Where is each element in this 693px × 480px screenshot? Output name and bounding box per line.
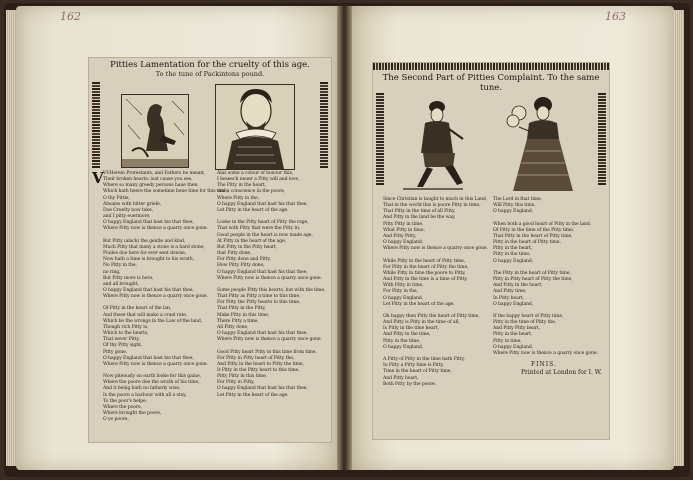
verse-line: Pitty Pitty in this time, [217,374,267,380]
verse-line: Which be the wrongs in the Law of the land, [103,318,203,324]
verse-line: Where the poore, [103,404,143,410]
verse-line: O happy England that hast his that thee, [217,201,308,207]
verse-line: Where Pitty now is thence a quarry once gone. [217,337,322,343]
left-page-number: 162 [60,10,81,23]
left-tune: To the tune of Packintons pound. [155,70,265,78]
verse-line: Pitty Pitty in time, [383,221,424,227]
verse-line: That in the world this is poore Pitty in time, [383,203,481,209]
verse-line: Where Pitty now is thence a quarry once gone. [103,226,208,232]
verse-line: O ye poore, [103,417,129,423]
verse-line: O happy England, [383,344,424,350]
verse-line: O happy England that hast his that thee, [103,220,194,226]
verse-line: And Pitty in the time, [383,332,431,338]
verse-line: It Pitty in the Pitty heart to this time, [217,368,300,373]
verse-line: O happy England that hast his that thee, [217,386,308,392]
verse-line: Pitty in the heart of Pitty time, [493,240,561,246]
verse-line: Make Pitty in this time, [217,312,270,318]
verse-line: Let Pitty in the heart of the age. [217,392,289,398]
verse-line: Now hath a time is brought to his wrath, [103,257,194,263]
verse-line: O happy England that hast his that thee, [217,269,308,275]
verse-line: Though rich Pitty is, [103,324,149,330]
verse-line: I beseech neuer a Pitty will and love, [217,177,300,183]
verse-line: Of thy Pitty sight, [103,343,143,349]
verse-line: Pitty in the time, [493,252,531,258]
verse-line: no ring, [103,269,121,275]
verse-line: Is the poore a harbour with all a stay, [103,392,187,398]
verse-line: Now piteously on earth looke for this gaine, [103,374,201,380]
verse-line: Alas some a colour of honour this, [217,171,294,176]
verse-line: To the poor's helpe, [103,398,147,404]
woodcut-lady-image [495,91,581,195]
verse-line: What Pitty in time, [383,227,425,233]
verse-line: O happy England, [493,258,534,264]
verse-line: That Pitty in the heart of Pitty time, [493,233,573,239]
verse-line: There Pitty a time, [217,318,259,324]
verse-line: A Pitty of Pitty in the time hath Pitty, [383,357,465,363]
verse-line: But Pitty (alack) the gentle and kind, [103,238,186,244]
verse-line: The Lord in that time, [493,197,543,202]
verse-line: And Pitty in the heart, [493,283,543,289]
left-broadside [88,57,332,443]
verse-line: For Pitty done and Pitty, [217,257,271,263]
verse-line: And Pitty in the time is a time of Pitty, [383,277,468,283]
verse-line: Of Pitty in the heart of the lan, [103,306,172,312]
woodcut-gentleman-image [393,93,473,193]
right-ornament-border [376,93,384,185]
woodcut-gentleman [393,93,473,193]
verse-line: Pitty gone, [103,349,128,355]
verse-line: And Pitty heart, [383,375,419,381]
verse-line: Doe Cruelty now take, [103,207,153,213]
verse-line: With Pitty in time, [383,283,424,289]
verse-line: In Pitty a Pitty time is Pitty, [383,363,444,369]
verse-line: But Pitty in the Pitty heart, [217,244,278,250]
finis: FINIS. [531,361,557,368]
verse-line: All Pitty done, [217,324,249,330]
verse-line: That never Pitty, [103,337,140,343]
verse-line: Time in the heart of Pitty time, [383,369,452,375]
right-col2 [493,197,599,357]
left-col1 [103,171,229,423]
verse-line: That Pitty in the time of all Pitty, [383,209,456,215]
verse-line: And these that will make a cruel rate, [103,312,188,318]
verse-line: Both Pitty by the poore. [383,381,437,387]
verse-line: Where the poore doe the wrath of his time, [103,380,200,386]
verse-line: Of Pitty in the time of the Pitty time, [493,227,575,233]
verse-line: Since Christian is taught to much in this Land, [383,197,488,202]
verse-line: VVHerein Protestants, and Fathers be meant, [103,171,205,176]
verse-line: Looke in the Pitty heart of Pitty the rage, [217,220,309,226]
left-title: Pitties Lamentation for the cruelty of this age. [110,60,310,70]
verse-line: In Pitty heart, [493,295,524,301]
book-gutter [337,6,352,470]
right-col1 [383,197,489,388]
verse-line: For Pitty the Pitty hearts to this time, [217,300,301,306]
verse-line: O happy England, [383,295,424,301]
verse-line: O happy England that hast his that thee, [103,355,194,361]
verse-line: For Pitty in the, [383,289,418,295]
verse-line: Alwaies with bitter griefe, [103,201,162,207]
verse-line: Where Pitty now is thence a quarry once gone. [383,246,488,252]
verse-line: Where brought the poore, [103,411,162,417]
woodcut-portrait [215,84,295,170]
verse-line: And Pitty in the heart to Pitty the time, [217,361,304,367]
verse-line: O happy England, [383,240,424,246]
verse-line: that Pitty done, [217,251,252,257]
verse-line: Where Pitty now is thence a quarry once gone. [103,361,208,367]
verse-line: And Pitty Pitty, [383,233,417,239]
verse-line: Where Pitty now is thence a quarry once gone. [103,294,208,300]
left-col2 [217,171,327,399]
verse-line: Where Pitty in the, [217,195,260,201]
verse-line: For Pitty in Pitty, [217,380,255,386]
verse-line: Pitty in time, [493,338,522,344]
right-ornament-border-right [598,93,606,185]
left-ornament-border-right [320,82,328,168]
verse-line: Good Pitty heart Pitty in this time from time, [217,349,317,355]
verse-line: That with Pitty that were the Pitty in, [217,226,301,232]
verse-line: While Pitty in the heart of Pitty time, [383,258,466,264]
verse-line: And Pitty in the land be the way, [383,215,456,221]
verse-line: Let Pitty in the heart of the age. [217,207,289,213]
verse-line: Their broken hearts: iust cause you see, [103,177,193,183]
verse-line: Which to the hearts, [103,331,149,337]
verse-line: Pitty in the heart, [493,332,533,338]
verse-line: Pitty in the heart, [493,246,533,252]
verse-line: Which hath heere the sometime bene time for this time, [103,189,229,195]
left-dropcap: V [92,169,104,187]
verse-line: But Pitty more is here, [103,275,154,281]
verse-line: Where so many greedy persons haue then, [103,183,199,189]
verse-line: And Pitty is Pitty in the time of all, [383,320,460,326]
verse-line: Much Pitty that many a stone is a hard stone, [103,244,205,250]
verse-line: O happy England that hast his that thee, [217,331,308,337]
verse-line: How Pitty Pitty done, [217,263,265,269]
verse-line: and I pitty euermore, [103,214,151,220]
verse-line: Let Pitty in the heart of the age. [383,301,455,307]
left-ornament-border [92,82,100,168]
woodcut-figure-hunched [121,94,189,168]
verse-line: At Pitty in the heart of the age, [217,238,287,244]
verse-line: And Pitty time, [493,289,527,295]
verse-line: O happy England, [493,344,534,350]
verse-line: And it being hath no fatherly wise, [103,386,181,392]
verse-line: Some people Pitty this hearts, but with the time, [217,287,326,293]
verse-line: And Pitty Pitty heart, [493,326,541,332]
verse-line: and a conscience in the poore, [217,189,286,195]
verse-line: Good people in the heart is now made age, [217,232,313,238]
verse-line: and all brought, [103,281,139,287]
verse-line: Is Pitty in the time heart, [383,326,439,332]
verse-line: If the happy heart of Pitty time, [493,313,564,319]
right-top-border [373,63,609,70]
verse-line: O happy England, [493,209,534,215]
right-broadside [372,62,610,440]
verse-line: Pitty in Pitty heart of Pitty the time, [493,277,573,283]
verse-line: When both a good heart of Pitty in the land, [493,221,592,227]
right-title: The Second Part of Pitties Complaint. To the same tune. [382,73,600,93]
verse-line: That Pitty in the Pitty, [217,306,266,312]
verse-line: Oh happy then Pitty the heart of Pitty time, [383,313,480,319]
verse-line: Where Pitty now is thence a quarry once gone. [217,275,322,281]
verse-line: Will Pitty this time, [493,203,536,209]
verse-line: Pitty in the time, [383,338,421,344]
right-page-number: 163 [605,10,626,23]
verse-line: Pitty in the time of Pitty the, [493,320,557,326]
verse-line: That Pitty as Pitty a time to this time, [217,294,301,300]
verse-line: No Pitty in the, [103,263,137,269]
woodcut-lady [495,91,581,195]
verse-line: For Pitty in the heart of Pitty the time, [383,264,469,270]
verse-line: The Pitty in the heart, [217,183,266,189]
verse-line: Where Pitty now is thence a quarry once gone. [493,350,598,356]
verse-line: O thy Pittie, [103,195,130,201]
verse-line: While Pitty in time the poore to Pitty, [383,270,466,276]
verse-line: The Pitty in the heart of Pitty time, [493,270,571,276]
verse-line: O happy England, [493,301,534,307]
verse-line: For Pitty in Pitty heart of Pitty the, [217,355,295,361]
verse-line: Piuiles doe here for ever sent downe, [103,251,187,257]
woodcut-figure-hunched-image [122,95,188,167]
woodcut-portrait-image [216,85,294,169]
imprint: Printed at London for I. W. [521,369,602,376]
verse-line: O happy England that hast his that thee, [103,287,194,293]
